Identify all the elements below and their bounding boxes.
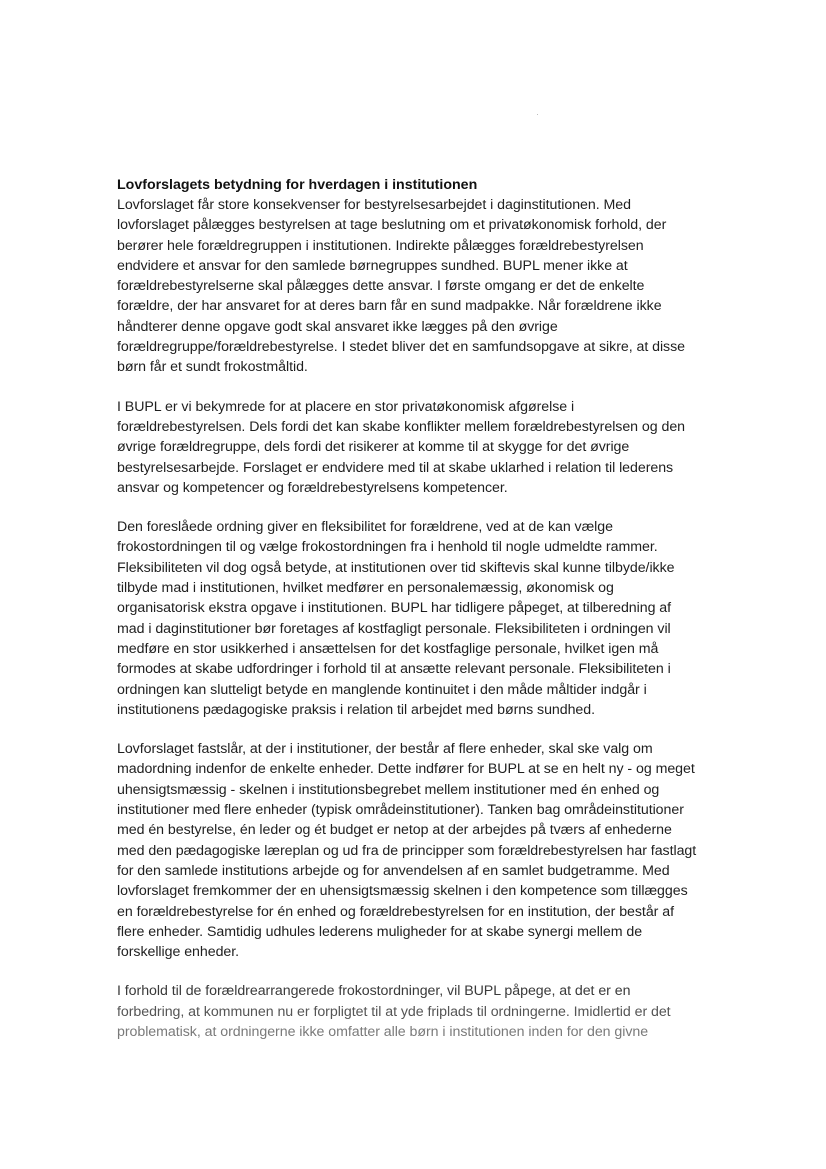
scan-speck bbox=[537, 114, 538, 115]
text-line: problematisk, at ordningerne ikke omfatter alle børn i institutionen inden for den givne bbox=[117, 1023, 649, 1040]
paragraph-1 bbox=[117, 195, 727, 378]
text-line: mad i daginstitutioner bør foretages af kostfagligt personale. Fleksibiliteten i ordningen vil bbox=[117, 620, 671, 637]
text-line: Lovforslaget fastslår, at der i institutioner, der består af flere enheder, skal ske valg om bbox=[117, 741, 653, 758]
text-line: med den pædagogiske læreplan og ud fra de principper som forældrebestyrelsen har fastlagt bbox=[117, 842, 697, 859]
document-body bbox=[117, 175, 727, 1042]
text-line: uhensigtsmæssig - skelnen i institutionsbegrebet mellem institutioner med én enhed og bbox=[117, 781, 660, 798]
text-line: ordningen kan slutteligt betyde en manglende kontinuitet i den måde måltider indgår i bbox=[117, 681, 647, 698]
text-line: børn får et sundt frokostmåltid. bbox=[117, 359, 308, 376]
text-line: forældregruppe/forældrebestyrelse. I stedet bliver det en samfundsopgave at sikre, at disse bbox=[117, 339, 685, 356]
text-line: formodes at skabe udfordringer i forhold til at ansætte relevant personale. Fleksibiliteten i bbox=[117, 661, 671, 678]
text-line: institutioner med flere enheder (typisk områdeinstitutioner). Tanken bag områdeinstitutioner bbox=[117, 802, 684, 819]
text-line: forældrebestyrelsen. Dels fordi det kan skabe konflikter mellem forældrebestyrelsen og den bbox=[117, 418, 686, 435]
text-line: madordning indenfor de enkelte enheder. Dette indfører for BUPL at se en helt ny - og meget bbox=[117, 761, 695, 778]
text-line: forbedring, at kommunen nu er forpligtet til at yde friplads til ordningerne. Imidlertid er det bbox=[117, 1003, 671, 1020]
text-line: forældre, der har ansvaret for at deres barn får en sund madpakke. Når forældrene ikke bbox=[117, 298, 662, 315]
paragraph-gap bbox=[117, 378, 727, 397]
paragraph-4 bbox=[117, 739, 727, 962]
text-line: for den samlede institutions arbejde og for anvendelsen af en samlet budgetramme. Med bbox=[117, 862, 670, 879]
paragraph-5 bbox=[117, 981, 727, 1042]
text-line: bestyrelsesarbejde. Forslaget er endvidere med til at skabe uklarhed i relation til lederens bbox=[117, 459, 674, 476]
text-line: medføre en stor usikkerhed i ansættelsen for det kostfaglige personale, hvilket igen må bbox=[117, 640, 659, 657]
text-line: en forældrebestyrelse for én enhed og forældrebestyrelsen for en institution, der består af bbox=[117, 903, 674, 920]
text-line: institutionens pædagogiske praksis i relation til arbejdet med børns sundhed. bbox=[117, 701, 596, 718]
text-line: I forhold til de forældrearrangerede frokostordninger, vil BUPL påpege, at det er en bbox=[117, 983, 631, 1000]
text-line: Fleksibiliteten vil dog også betyde, at institutionen over tid skiftevis skal kunne tilbyde/ikke bbox=[117, 559, 675, 576]
paragraph-gap bbox=[117, 962, 727, 981]
text-line: øvrige forældregruppe, dels fordi det risikerer at komme til at skygge for det øvrige bbox=[117, 439, 630, 456]
text-line: forskellige enheder. bbox=[117, 944, 240, 961]
paragraph-gap bbox=[117, 498, 727, 517]
paragraph-gap bbox=[117, 720, 727, 739]
text-line: berører hele forældregruppen i institutionen. Indirekte pålægges forældrebestyrelsen bbox=[117, 237, 644, 254]
text-line: I BUPL er vi bekymrede for at placere en stor privatøkonomisk afgørelse i bbox=[117, 398, 575, 415]
paragraph-2 bbox=[117, 397, 727, 498]
text-line: håndterer denne opgave godt skal ansvaret ikke lægges på den øvrige bbox=[117, 318, 558, 335]
text-line: lovforslaget pålægges bestyrelsen at tage beslutning om et privatøkonomisk forhold, der bbox=[117, 217, 667, 234]
text-line: Den foreslåede ordning giver en fleksibilitet for forældrene, ved at de kan vælge bbox=[117, 519, 613, 536]
text-line: ansvar og kompetencer og forældrebestyrelsens kompetencer. bbox=[117, 479, 508, 496]
text-line: endvidere et ansvar for den samlede børnegruppes sundhed. BUPL mener ikke at bbox=[117, 257, 628, 274]
section-heading: Lovforslagets betydning for hverdagen i institutionen bbox=[117, 177, 478, 193]
text-line: forældrebestyrelserne skal pålægges dette ansvar. I første omgang er det de enkelte bbox=[117, 278, 645, 295]
text-line: flere enheder. Samtidig udhules lederens muligheder for at skabe synergi mellem de bbox=[117, 923, 643, 940]
paragraph-3 bbox=[117, 517, 727, 720]
text-line: med én bestyrelse, én leder og ét budget er netop at der arbejdes på tværs af enhederne bbox=[117, 822, 672, 839]
text-line: tilbyde mad i institutionen, hvilket medfører en personalemæssig, økonomisk og bbox=[117, 580, 614, 597]
text-line: frokostordningen til og vælge frokostordningen fra i henhold til nogle udmeldte rammer. bbox=[117, 539, 658, 556]
text-line: organisatorisk ekstra opgave i institutionen. BUPL har tidligere påpeget, at tilberedning af bbox=[117, 600, 672, 617]
text-line: lovforslaget fremkommer der en uhensigtsmæssig skelnen i den kompetence som tillægges bbox=[117, 883, 688, 900]
text-line: Lovforslaget får store konsekvenser for bestyrelsesarbejdet i daginstitutionen. Med bbox=[117, 197, 631, 213]
